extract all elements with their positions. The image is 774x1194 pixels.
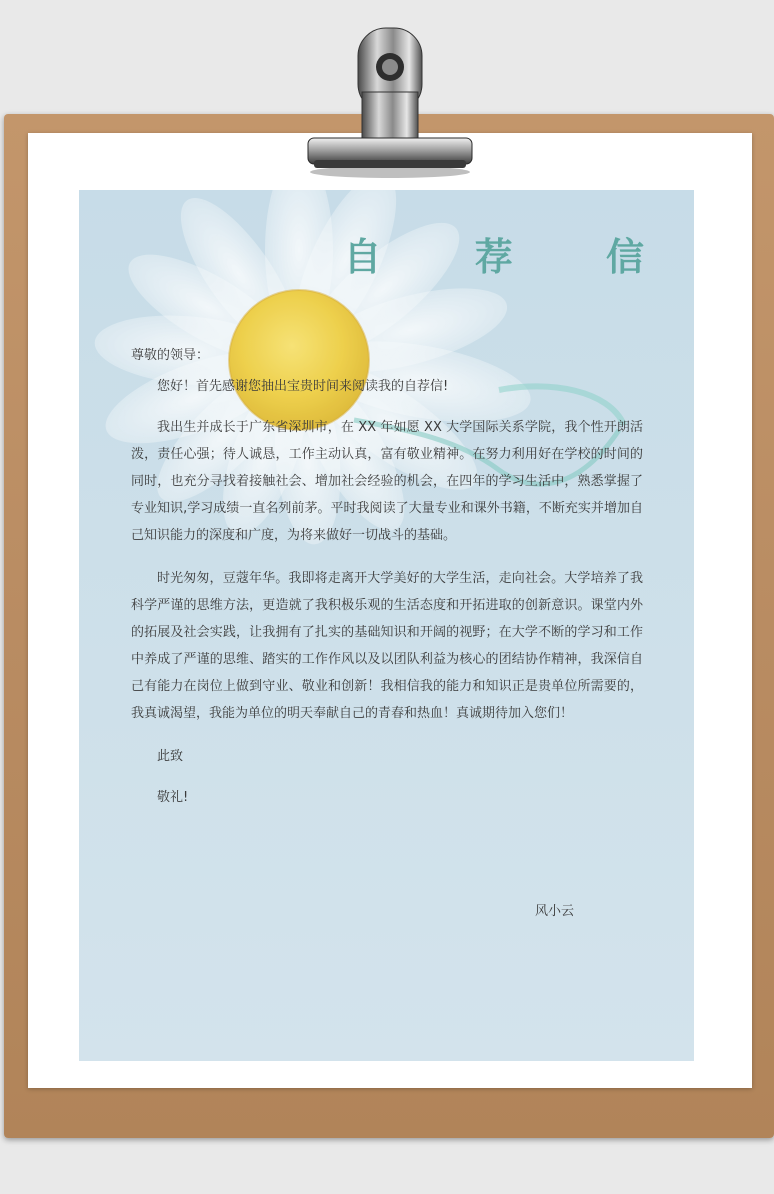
letter-body bbox=[131, 342, 643, 811]
salutation: 尊敬的领导： bbox=[131, 348, 210, 363]
greeting: 您好！首先感谢您抽出宝贵时间来阅读我的自荐信! bbox=[157, 379, 449, 394]
paragraph-1: 我出生并成长于广东省深圳市，在 XX 年如愿 XX 大学国际关系学院，我个性开朗活泼，责任心强；待人诚恳，工作主动认真，富有敬业精神。在努力利用好在学校的时间的同时，也充分寻找着接触社会、增加社会经验的机会，在四年的学习生活中，熟悉掌握了专业知识,学习成绩一直名列前茅。平时我阅读了大量专业和课外书籍，不断充实并增加自己知识能力的深度和广度，为将来做好一切战斗的基础。 bbox=[131, 420, 643, 543]
letter-title: 自 荐 信 bbox=[343, 235, 684, 279]
letter-panel bbox=[79, 190, 694, 1061]
binder-clip-icon bbox=[300, 22, 480, 182]
closing-salute: 敬礼! bbox=[157, 790, 189, 805]
signature: 风小云 bbox=[535, 904, 575, 919]
paragraph-2: 时光匆匆，豆蔻年华。我即将走离开大学美好的大学生活，走向社会。大学培养了我科学严谨的思维方法，更造就了我积极乐观的生活态度和开拓进取的创新意识。课堂内外的拓展及社会实践，让我拥有了扎实的基础知识和开阔的视野；在大学不断的学习和工作中养成了严谨的思维、踏实的工作作风以及以团队利益为核心的团结协作精神，我深信自己有能力在岗位上做到守业、敬业和创新！我相信我的能力和知识正是贵单位所需要的，我真诚渴望，我能为单位的明天奉献自己的青春和热血！真诚期待加入您们！ bbox=[131, 571, 643, 721]
closing-regards: 此致 bbox=[157, 749, 184, 764]
